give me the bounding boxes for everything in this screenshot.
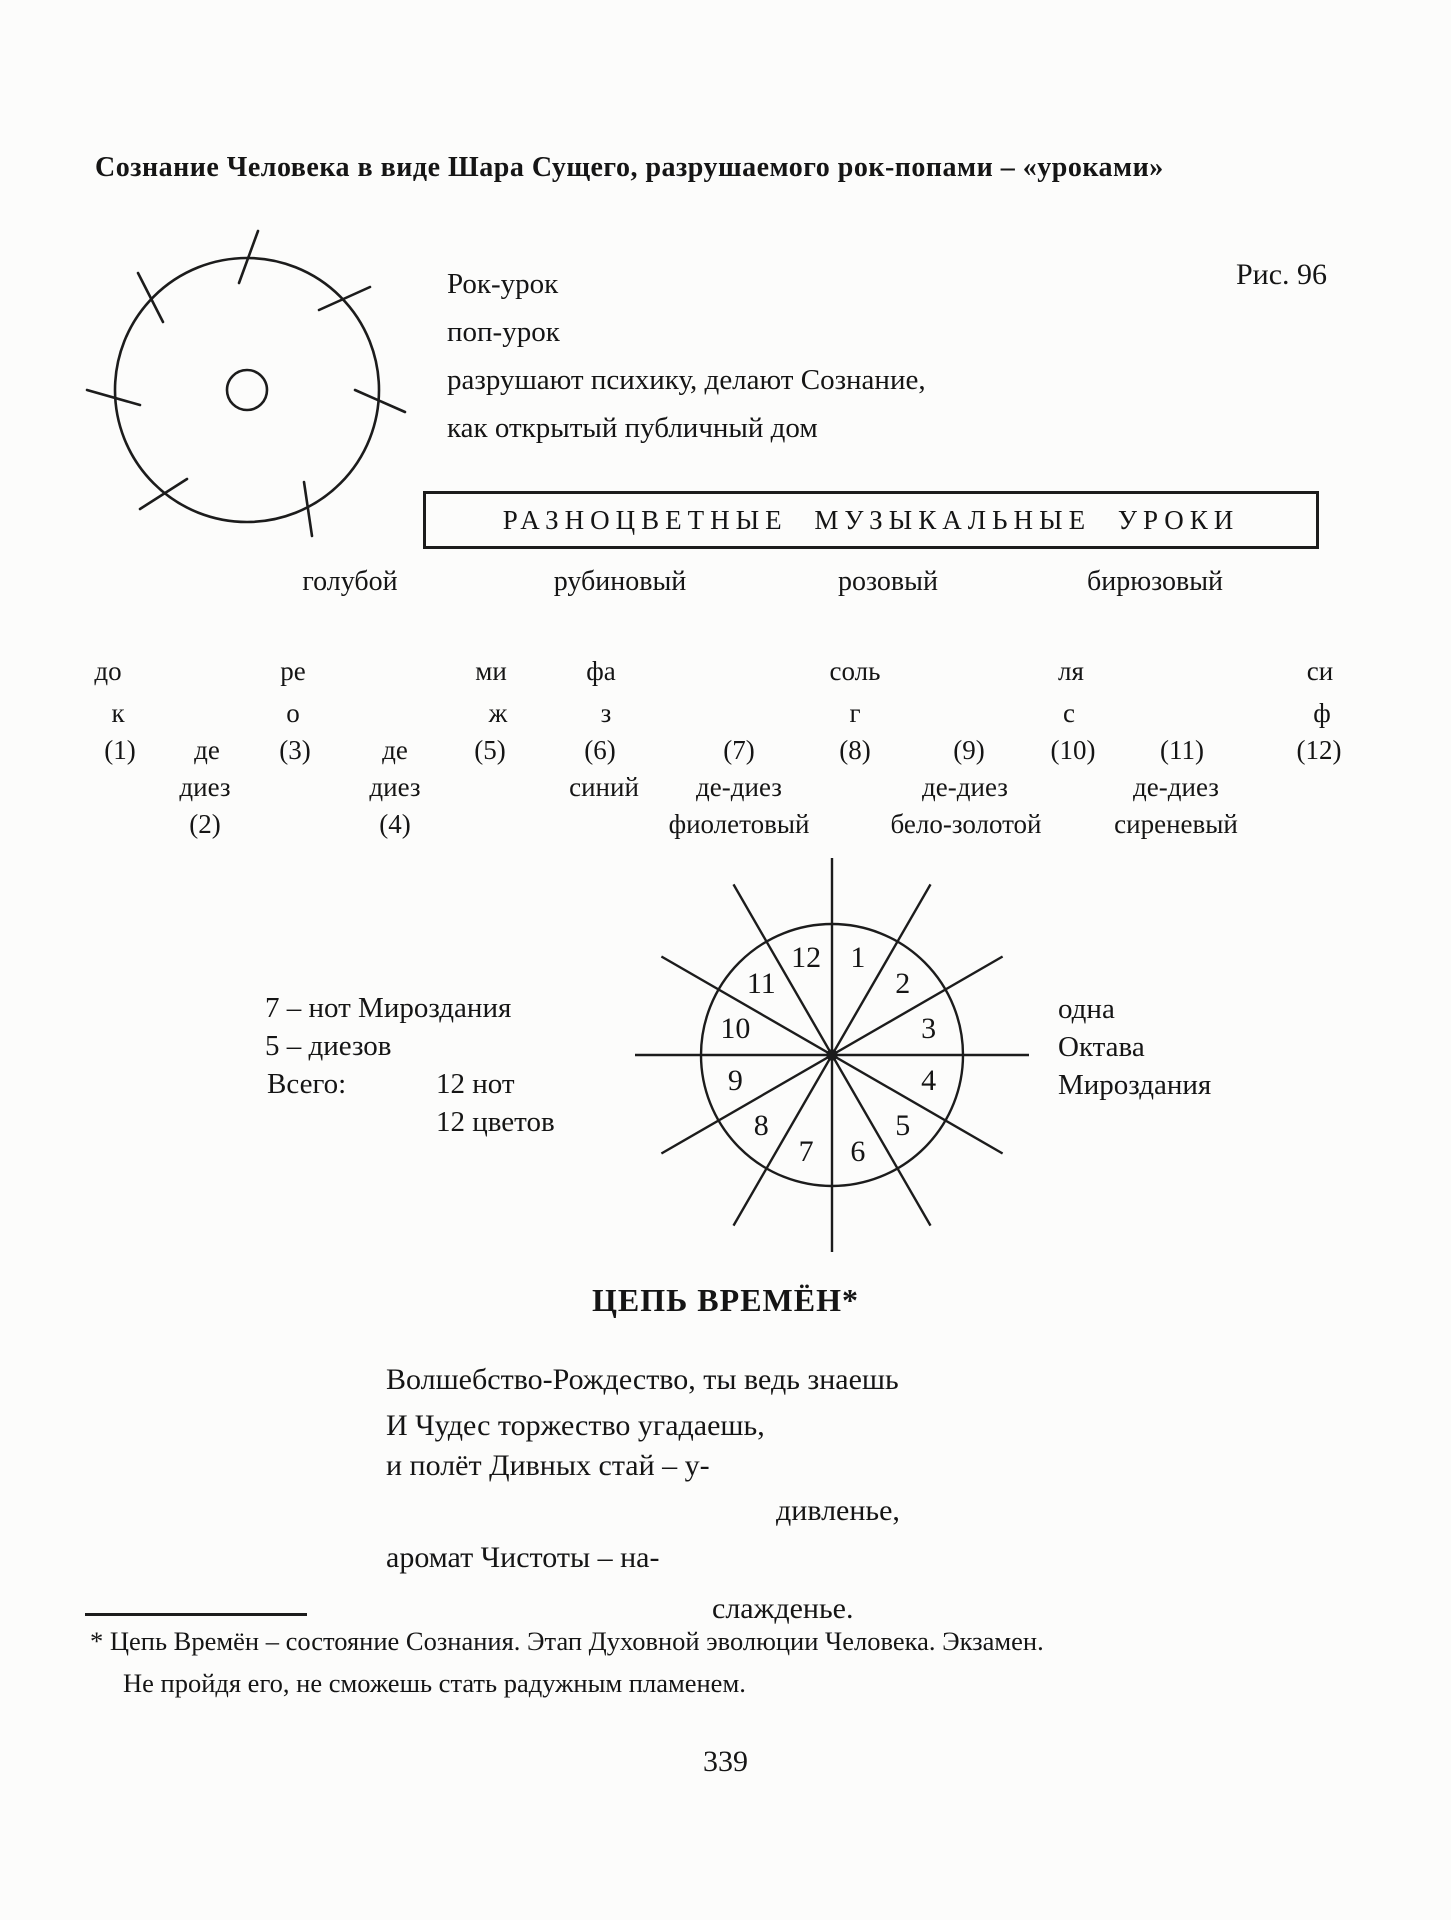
page-title: Сознание Человека в виде Шара Сущего, разрушаемого рок-попами – «уроками» [95, 152, 1164, 183]
note-name: соль [829, 656, 881, 686]
color-letter: ф [1313, 698, 1331, 728]
scale-color-name: голубой [302, 566, 398, 597]
note-name: фа [586, 656, 616, 686]
octave-label-line: Октава [1058, 1031, 1145, 1063]
sphere-outer-circle [115, 258, 379, 522]
poem-line: дивленье, [776, 1494, 900, 1527]
sphere-caption-line: Рок-урок [447, 268, 559, 300]
clock-number: 1 [850, 941, 866, 975]
scale-number: (12) [1296, 735, 1342, 765]
color-letter: к [111, 698, 125, 728]
note-name: си [1306, 656, 1334, 686]
scale-number: (8) [839, 735, 871, 765]
clock-number: 3 [921, 1012, 937, 1046]
scale-color-name: розовый [838, 566, 938, 597]
scale-color-name: бирюзовый [1086, 566, 1224, 597]
sphere-diagram [87, 230, 407, 550]
sphere-caption-line: поп-урок [447, 316, 560, 348]
summary-total-notes: 12 нот [436, 1068, 515, 1100]
scale-number: (3) [279, 735, 311, 765]
scale-color-name: рубиновый [553, 566, 687, 597]
octave-clock-diagram [632, 855, 1032, 1255]
clock-number: 8 [753, 1108, 769, 1142]
scale-number: де [194, 735, 220, 765]
figure-label: Рис. 96 [1236, 258, 1328, 291]
sharp-label: де-диез [1133, 772, 1219, 802]
color-letter: з [600, 698, 612, 728]
clock-number: 9 [727, 1063, 743, 1097]
summary-total-label: Всего: [267, 1068, 347, 1100]
sharp-color-label: (4) [379, 809, 411, 839]
scale-number: (1) [104, 735, 136, 765]
footnote-line: Не пройдя его, не сможешь стать радужным пламенем. [123, 1668, 746, 1698]
sphere-tick-marks [87, 231, 405, 536]
sphere-caption-line: разрушают психику, делают Сознание, [447, 364, 926, 396]
sphere-caption [447, 260, 926, 452]
sharp-label: де-диез [696, 772, 782, 802]
scale-number: (7) [723, 735, 755, 765]
sharp-color-label: (2) [189, 809, 221, 839]
footnote-line: * Цепь Времён – состояние Сознания. Этап Духовной эволюции Человека. Экзамен. [90, 1626, 1044, 1656]
sharp-label: синий [569, 772, 639, 802]
clock-number: 6 [850, 1134, 866, 1168]
summary-notes: 7 – нот Мироздания [265, 992, 512, 1024]
note-name: ре [280, 656, 306, 686]
note-name: ля [1058, 656, 1084, 686]
clock-center-dot [828, 1051, 837, 1060]
scale-number: де [382, 735, 408, 765]
sphere-caption-line: как открытый публичный дом [447, 412, 818, 444]
poem-line: Волшебство-Рождество, ты ведь знаешь [386, 1363, 899, 1396]
clock-number: 10 [720, 1012, 751, 1046]
octave-label-line: одна [1058, 993, 1115, 1025]
banner-box: РАЗНОЦВЕТНЫЕ МУЗЫКАЛЬНЫЕ УРОКИ [423, 491, 1319, 549]
scale-number: (11) [1160, 735, 1204, 765]
clock-number: 5 [895, 1108, 911, 1142]
scale-number: (10) [1050, 735, 1096, 765]
summary-total-colors: 12 цветов [436, 1106, 555, 1138]
clock-number: 12 [791, 941, 822, 975]
scale-number: (6) [584, 735, 616, 765]
sphere-core-circle [227, 370, 267, 410]
octave-label [1058, 990, 1211, 1104]
scale-number: (9) [953, 735, 985, 765]
note-name: ми [475, 656, 507, 686]
color-letter: с [1063, 698, 1075, 728]
poem-line: слажденье. [712, 1592, 854, 1625]
footnote-rule [85, 1613, 307, 1616]
sharp-color-label: бело-золотой [890, 809, 1042, 839]
sharp-color-label: фиолетовый [668, 809, 810, 839]
sharp-label: де-диез [922, 772, 1008, 802]
sharp-label: диез [369, 772, 421, 802]
color-letter: о [286, 698, 300, 728]
color-letter: г [849, 698, 861, 728]
color-letter: ж [488, 698, 508, 728]
poem-line: и полёт Дивных стай – у- [386, 1449, 710, 1482]
clock-number: 4 [921, 1063, 937, 1097]
scale-number: (5) [474, 735, 506, 765]
clock-number: 7 [798, 1134, 814, 1168]
octave-label-line: Мироздания [1058, 1069, 1212, 1101]
clock-number: 2 [895, 967, 911, 1001]
sharp-label: диез [179, 772, 231, 802]
chain-heading: ЦЕПЬ ВРЕМЁН* [592, 1282, 859, 1318]
poem-line: аромат Чистоты – на- [386, 1541, 660, 1574]
page-number: 339 [703, 1745, 748, 1778]
poem-line: И Чудес торжество угадаешь, [386, 1409, 765, 1442]
clock-number: 11 [746, 967, 776, 1001]
summary-sharps: 5 – диезов [265, 1030, 392, 1062]
sharp-color-label: сиреневый [1114, 809, 1238, 839]
note-name: до [94, 656, 122, 686]
